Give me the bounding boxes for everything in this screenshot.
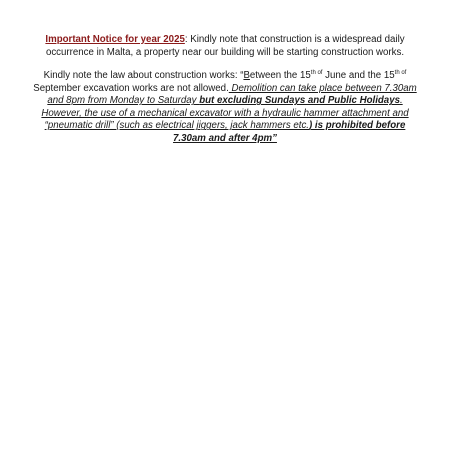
law-excluding-text: but excluding Sundays and Public Holidays bbox=[199, 95, 400, 107]
law-period: . bbox=[226, 82, 229, 94]
law-th-superscript-2: th of bbox=[394, 69, 407, 76]
law-september-text: September excavation works are not allowed bbox=[33, 82, 227, 94]
law-between-text: etween the 15 bbox=[249, 70, 311, 81]
law-june-text: June and the 15 bbox=[322, 70, 395, 81]
law-prohibited-text: ) is prohibited before 7.30am and after 4pm” bbox=[173, 120, 406, 144]
law-between-initial: B bbox=[243, 70, 250, 81]
law-however-text: . However, the use of a mechanical excavator with a hydraulic hammer attachment and “pneumatic drill” (such as electrical jiggers, jack hammers etc. bbox=[41, 95, 409, 132]
law-demolition-text: Demolition can take place between 7.30am and 8pm from Monday to Saturday bbox=[47, 82, 417, 107]
law-th-superscript-1: th of bbox=[310, 69, 323, 76]
law-lead-text: Kindly note the law about construction works: “ bbox=[43, 70, 244, 81]
notice-heading: Important Notice for year 2025 bbox=[45, 34, 185, 45]
notice-paragraph bbox=[32, 34, 418, 59]
law-paragraph bbox=[32, 70, 418, 146]
notice-intro-text: : Kindly note that construction is a widespread daily occurrence in Malta, a property near our building will be starting construction works. bbox=[45, 34, 405, 58]
